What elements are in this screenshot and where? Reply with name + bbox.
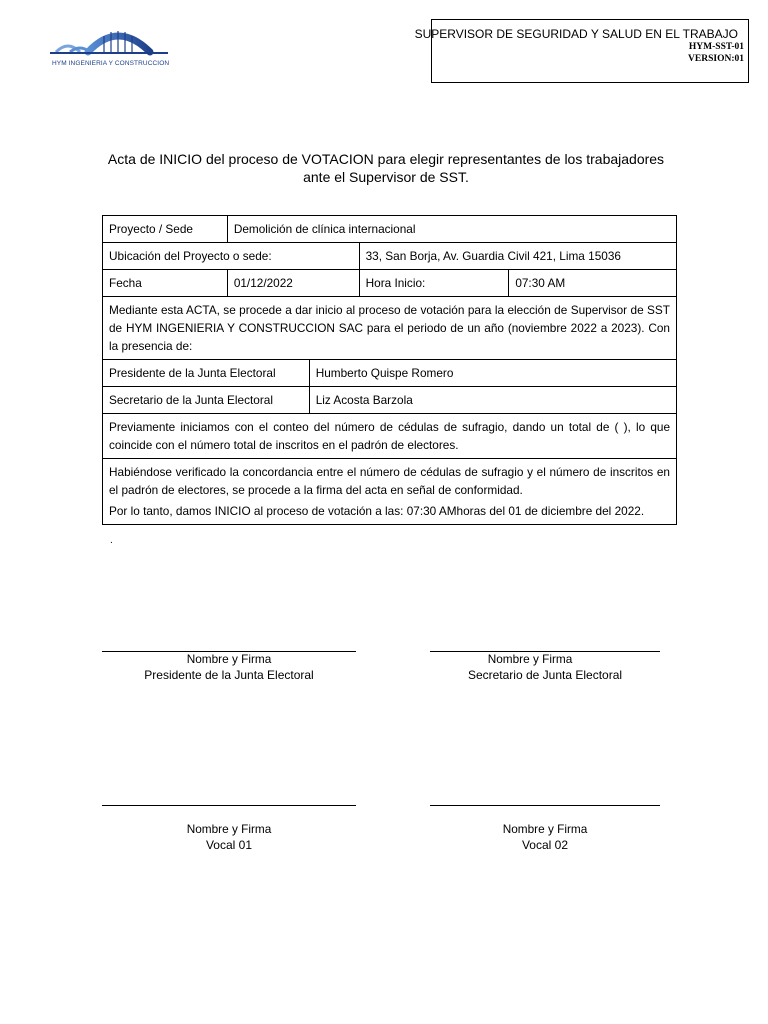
table-row — [103, 414, 677, 459]
signature-line-vocal-02 — [430, 805, 660, 806]
document-title — [100, 150, 672, 186]
signature-role: Vocal 02 — [521, 838, 569, 852]
conteo-text: Previamente iniciamos con el conteo del número de cédulas de sufragio, dando un total de ( ), lo que coincide con el número total de inscritos en el padrón de electores. — [103, 414, 677, 459]
table-row — [103, 459, 677, 525]
signature-label: Nombre y Firma — [186, 822, 272, 836]
intro-text: Mediante esta ACTA, se procede a dar inicio al proceso de votación para la elección de Supervisor de SST de HYM INGENIERIA Y CONSTRUCCION SAC para el periodo de un año (noviembre 2022 a 2023). Con la presencia de: — [103, 297, 677, 360]
signature-label: Nombre y Firma — [186, 652, 272, 666]
inicio-text: Por lo tanto, damos INICIO al proceso de votación a las: 07:30 AMhoras del 01 de diciembre del 2022. — [109, 504, 645, 518]
header-title: SUPERVISOR DE SEGURIDAD Y SALUD EN EL TRABAJO — [414, 27, 738, 41]
signature-label: Nombre y Firma — [487, 652, 573, 666]
table-row — [103, 387, 677, 414]
ubicacion-label: Ubicación del Proyecto o sede: — [103, 243, 360, 270]
document-code: HYM-SST-01 — [688, 42, 744, 52]
table-row — [103, 360, 677, 387]
logo-text: HYM INGENIERIA Y CONSTRUCCION — [52, 60, 170, 67]
hora-value: 07:30 AM — [509, 270, 677, 297]
bridge-logo-icon — [48, 22, 170, 62]
signature-label: Nombre y Firma — [502, 822, 588, 836]
table-row — [103, 243, 677, 270]
table-row — [103, 216, 677, 243]
verificacion-text: Habiéndose verificado la concordancia entre el número de cédulas de sufragio y el número de inscritos en el padrón de electores, se procede a la firma del acta en señal de conformidad. — [109, 465, 670, 497]
title-line-1: Acta de INICIO del proceso de VOTACION para elegir representantes de los trabajadores — [107, 151, 665, 167]
signature-role: Presidente de la Junta Electoral — [144, 668, 314, 682]
document-version: VERSION:01 — [688, 54, 744, 64]
company-logo — [48, 22, 170, 78]
acta-table — [102, 215, 677, 525]
title-line-2: ante el Supervisor de SST. — [303, 169, 469, 185]
secretario-label: Secretario de la Junta Electoral — [103, 387, 310, 414]
table-row — [103, 297, 677, 360]
verificacion-cell — [103, 459, 677, 525]
ubicacion-value: 33, San Borja, Av. Guardia Civil 421, Lima 15036 — [359, 243, 676, 270]
presidente-label: Presidente de la Junta Electoral — [103, 360, 310, 387]
table-row — [103, 270, 677, 297]
signature-role: Vocal 01 — [205, 838, 253, 852]
proyecto-value: Demolición de clínica internacional — [227, 216, 676, 243]
signature-line-vocal-01 — [102, 805, 356, 806]
fecha-value: 01/12/2022 — [227, 270, 359, 297]
secretario-value: Liz Acosta Barzola — [309, 387, 676, 414]
proyecto-label: Proyecto / Sede — [103, 216, 228, 243]
hora-label: Hora Inicio: — [359, 270, 509, 297]
stray-dot: . — [110, 535, 113, 546]
signature-role: Secretario de Junta Electoral — [467, 668, 623, 682]
fecha-label: Fecha — [103, 270, 228, 297]
document-header-box — [414, 19, 749, 83]
presidente-value: Humberto Quispe Romero — [309, 360, 676, 387]
